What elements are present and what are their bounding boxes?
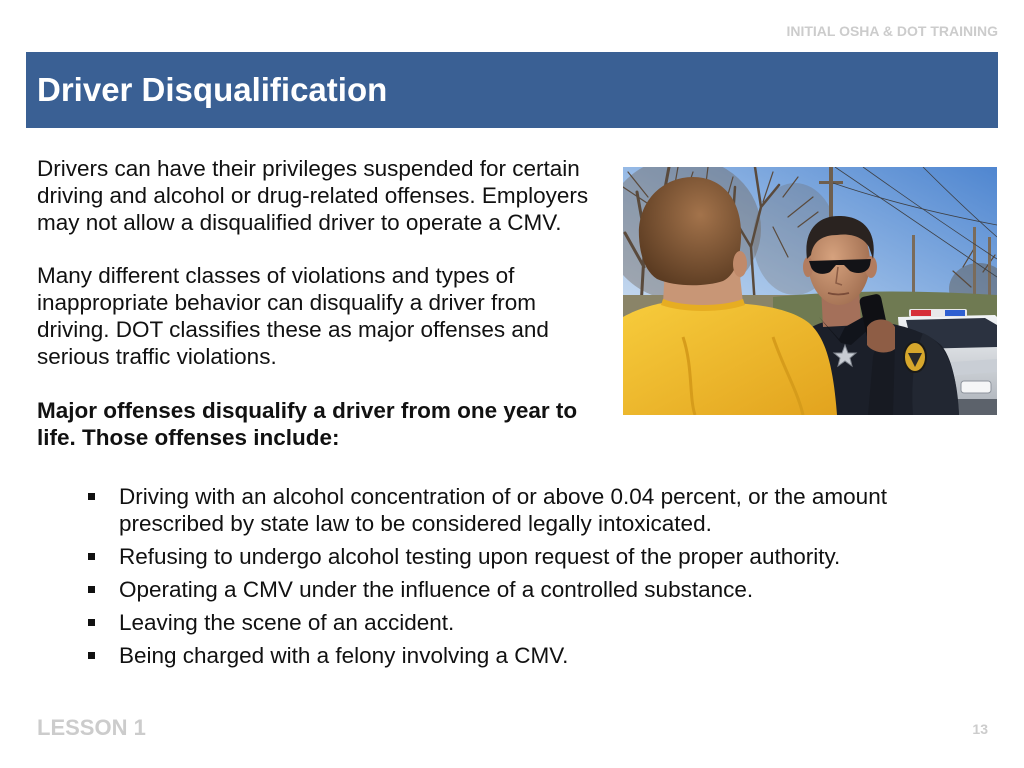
list-item-text: Driving with an alcohol concentration of or above 0.04 percent, or the amount prescribed by state law to be considered legally intoxicated. [119, 483, 887, 536]
slide-title: Driver Disqualification [37, 71, 388, 108]
list-item [119, 543, 939, 570]
list-item [119, 483, 939, 537]
officer-photo [623, 167, 997, 415]
major-offenses-heading: Major offenses disqualify a driver from one year to life. Those offenses include: [37, 398, 578, 450]
course-title: INITIAL OSHA & DOT TRAINING [786, 23, 998, 39]
photo-illustration [623, 167, 997, 415]
intro-paragraph: Drivers can have their privileges suspended for certain driving and alcohol or drug-related offenses. Employers may not allow a disqualified driver to operate a CMV. [37, 156, 589, 235]
square-bullet-icon [88, 652, 95, 659]
list-item [119, 576, 939, 603]
list-item [119, 609, 939, 636]
page-number: 13 [972, 721, 988, 737]
lesson-label: LESSON 1 [37, 715, 146, 740]
list-item [119, 642, 939, 669]
square-bullet-icon [88, 586, 95, 593]
list-item-text: Being charged with a felony involving a CMV. [119, 642, 569, 668]
title-bar [26, 52, 998, 128]
list-item-text: Leaving the scene of an accident. [119, 609, 455, 635]
violations-paragraph: Many different classes of violations and types of inappropriate behavior can disqualify a driver from driving. DOT classifies these as major offenses and serious traffic violations. [37, 263, 549, 369]
list-item-text: Refusing to undergo alcohol testing upon request of the proper authority. [119, 543, 841, 569]
square-bullet-icon [88, 493, 95, 500]
square-bullet-icon [88, 619, 95, 626]
offense-list [119, 483, 939, 675]
square-bullet-icon [88, 553, 95, 560]
list-item-text: Operating a CMV under the influence of a controlled substance. [119, 576, 754, 602]
